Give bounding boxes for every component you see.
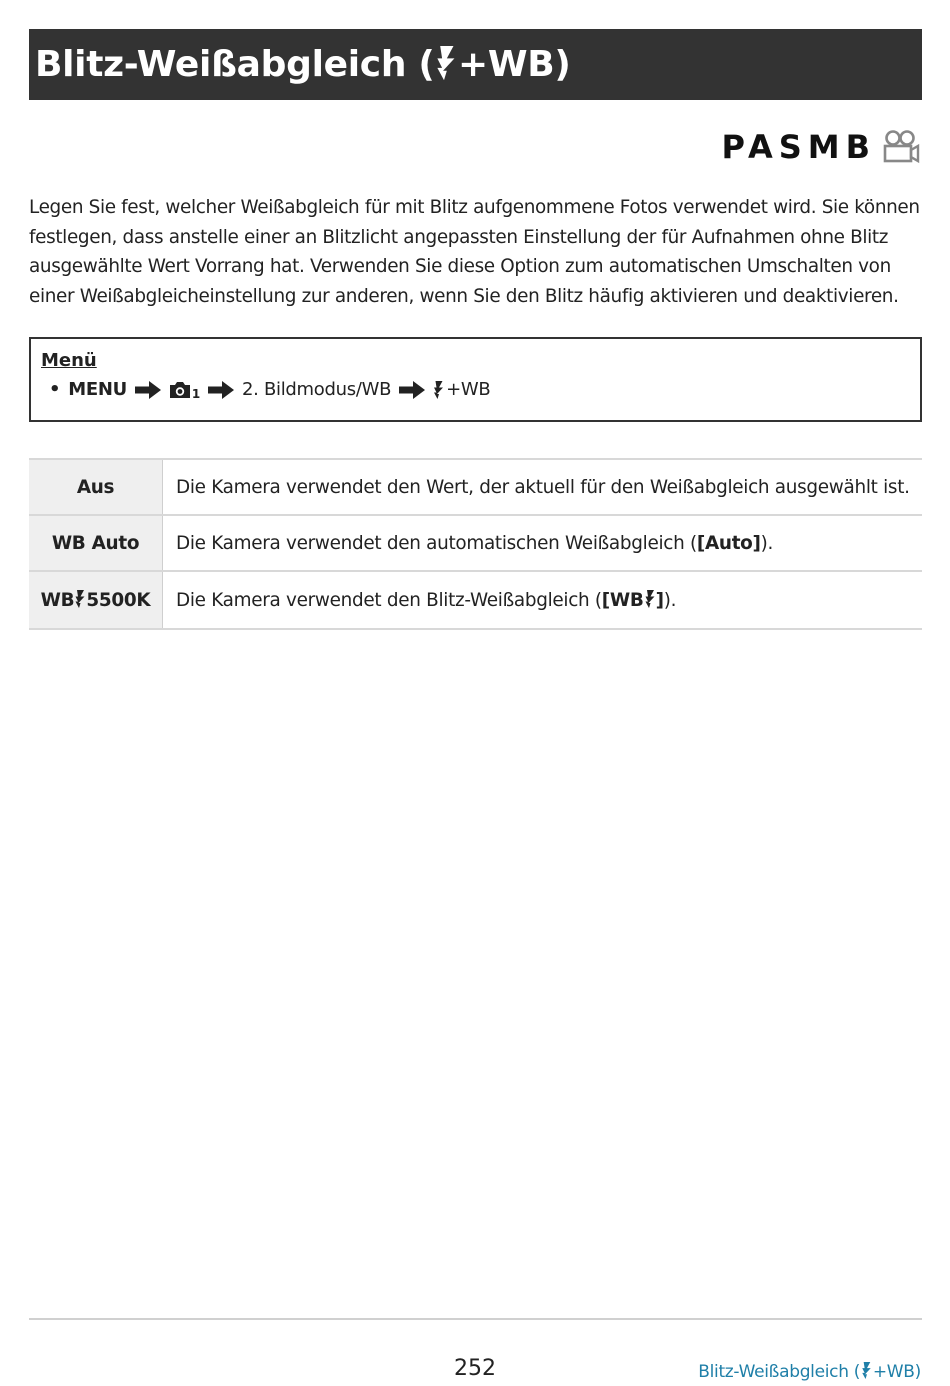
- camera-1-icon: [169, 381, 200, 399]
- arrow-right-icon: [135, 381, 161, 399]
- page-number: 252: [454, 1356, 496, 1381]
- flash-icon: [861, 1362, 872, 1379]
- option-description-text: Die Kamera verwendet den Blitz-Weißabgleich (: [176, 589, 602, 611]
- option-key-suffix: 5500K: [86, 589, 151, 611]
- menu-step-menu: MENU: [68, 379, 127, 400]
- option-description: Die Kamera verwendet den Wert, der aktuell für den Weißabgleich ausgewählt ist.: [176, 476, 910, 498]
- option-key-prefix: WB: [40, 589, 75, 611]
- table-row: [29, 571, 922, 629]
- shooting-modes: [721, 128, 920, 166]
- footer-link-prefix: Blitz-Weißabgleich (: [698, 1362, 861, 1382]
- arrow-right-icon: [208, 381, 234, 399]
- movie-camera-icon: [882, 130, 920, 164]
- flash-icon: [436, 46, 456, 80]
- option-description-text: Die Kamera verwendet den automatischen Weißabgleich (: [176, 532, 697, 554]
- option-key: Aus: [29, 459, 163, 515]
- table-row: [29, 515, 922, 571]
- list-bullet: •: [49, 379, 61, 400]
- table-row: [29, 459, 922, 515]
- page-title-bar: [29, 29, 922, 100]
- intro-paragraph: Legen Sie fest, welcher Weißabgleich für mit Blitz aufgenommene Fotos verwendet wird. Sie können festlegen, dass anstelle einer an Blitzlicht angepassten Einstellung der für Aufnahmen ohne Blitz ausgewählte Wert Vorrang hat. Verwenden Sie diese Option zum automatischen Umschalten von einer Weißabgleicheinstellung zur anderen, wenn Sie den Blitz häufig aktivieren und deaktivieren.: [29, 197, 920, 307]
- flash-icon: [433, 381, 444, 399]
- options-table: [29, 458, 922, 630]
- flash-icon: [74, 590, 86, 608]
- option-key: [29, 571, 163, 629]
- option-description-bold: [Auto]: [696, 532, 761, 554]
- camera-menu-number: 1: [191, 386, 200, 401]
- flash-icon: [644, 590, 656, 608]
- option-description-bold: [WB: [601, 589, 644, 611]
- footer-section-link[interactable]: [698, 1362, 921, 1382]
- option-description: [163, 515, 923, 571]
- page-title-prefix: Blitz-Weißabgleich (: [35, 44, 435, 85]
- menu-step-bildmodus: 2. Bildmodus/WB: [241, 379, 392, 400]
- page-title: [35, 44, 571, 85]
- menu-path-box: [29, 337, 922, 422]
- option-description-end: ).: [663, 589, 677, 611]
- mode-letters: PASMB: [721, 128, 876, 166]
- option-description-end: ).: [760, 532, 774, 554]
- footer-link-suffix: +WB): [872, 1362, 921, 1382]
- menu-path: [41, 379, 910, 400]
- option-description-bold-end: ]: [655, 589, 664, 611]
- arrow-right-icon: [399, 381, 425, 399]
- page-title-suffix: +WB): [457, 44, 571, 85]
- option-key: WB Auto: [29, 515, 163, 571]
- option-description: [163, 571, 923, 629]
- menu-step-flash-wb: +WB: [446, 379, 491, 400]
- menu-heading: Menü: [41, 350, 97, 371]
- footer-divider: [29, 1318, 922, 1320]
